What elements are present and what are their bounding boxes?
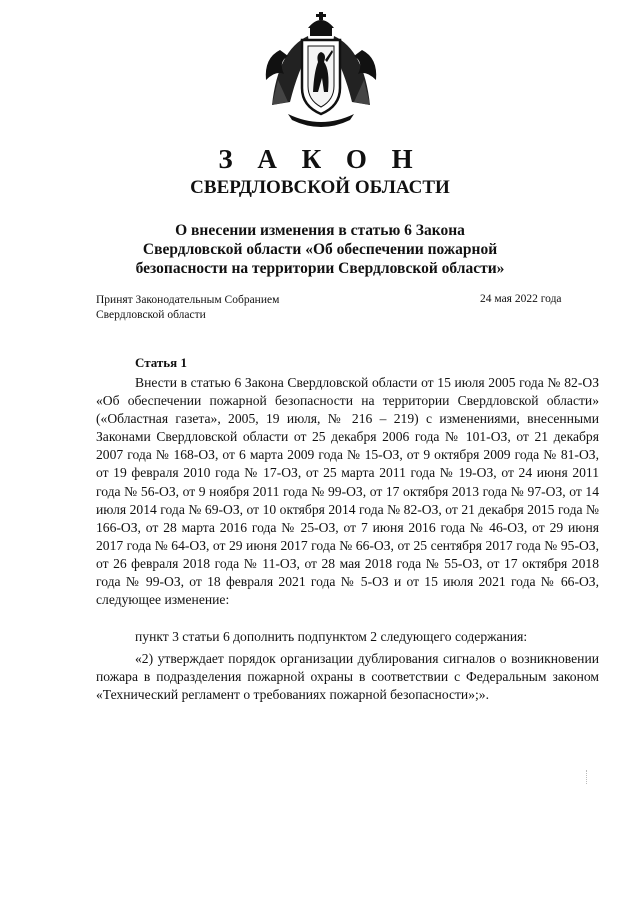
law-subject (120, 221, 520, 278)
article-paragraph (96, 374, 599, 609)
law-subject-line: безопасности на территории Свердловской области» (135, 260, 505, 277)
paragraph-text: Внести в статью 6 Закона Свердловской области от 15 июля 2005 года № 82-ОЗ «Об обеспечении пожарной безопасности на территории Свердловской области» («Областная газета», 2005, 19 июля, № 216 – 219) с изменениями, внесенными Законами Свердловской области от 25 декабря 2006 года № 101-ОЗ, от 21 декабря 2007 года № 168-ОЗ, от 6 марта 2009 года № 15-ОЗ, от 9 октября 2009 года № 81-ОЗ, от 19 февраля 2010 года № 17-ОЗ, от 25 марта 2011 года № 19-ОЗ, от 24 июня 2011 года № 56-ОЗ, от 9 ноября 2011 года № 99-ОЗ, от 17 октября 2013 года № 97-ОЗ, от 14 июля 2014 года № 69-ОЗ, от 10 октября 2014 года № 82-ОЗ, от 21 декабря 2015 года № 166-ОЗ, от 28 марта 2016 года № 25-ОЗ, от 7 июня 2016 года № 46-ОЗ, от 29 июня 2017 года № 64-ОЗ, от 29 июня 2017 года № 66-ОЗ, от 25 сентября 2017 года № 95-ОЗ, от 26 февраля 2018 года № 11-ОЗ, от 28 мая 2018 года № 55-ОЗ, от 17 октября 2018 года № 99-ОЗ, от 18 февраля 2021 года № 5-ОЗ и от 15 июля 2021 года № 66-ОЗ, следующее изменение: (96, 375, 599, 608)
article-paragraph (96, 650, 599, 704)
law-region: СВЕРДЛОВСКОЙ ОБЛАСТИ (190, 177, 450, 198)
paragraph-text: пункт 3 статьи 6 дополнить подпунктом 2 следующего содержания: (135, 629, 528, 644)
adoption-line: Принят Законодательным Собранием (96, 294, 280, 306)
scan-mark (586, 770, 589, 784)
adoption-line: Свердловской области (96, 309, 206, 321)
adoption-info (96, 293, 279, 323)
article-paragraph (96, 628, 599, 646)
paragraph-text: «2) утверждает порядок организации дублирования сигналов о возникновении пожара в подразделения пожарной охраны в соответствии с Федеральным законом «Технический регламент о требованиях пожарной безопасности»;». (96, 651, 599, 703)
law-subject-line: О внесении изменения в статью 6 Закона (175, 222, 465, 239)
law-title: З А К О Н (218, 144, 422, 174)
sverdlovsk-coat-of-arms-icon (258, 10, 384, 128)
law-subject-line: Свердловской области «Об обеспечении пожарной (142, 241, 498, 258)
article-heading: Статья 1 (135, 355, 187, 370)
adoption-date: 24 мая 2022 года (480, 293, 562, 305)
